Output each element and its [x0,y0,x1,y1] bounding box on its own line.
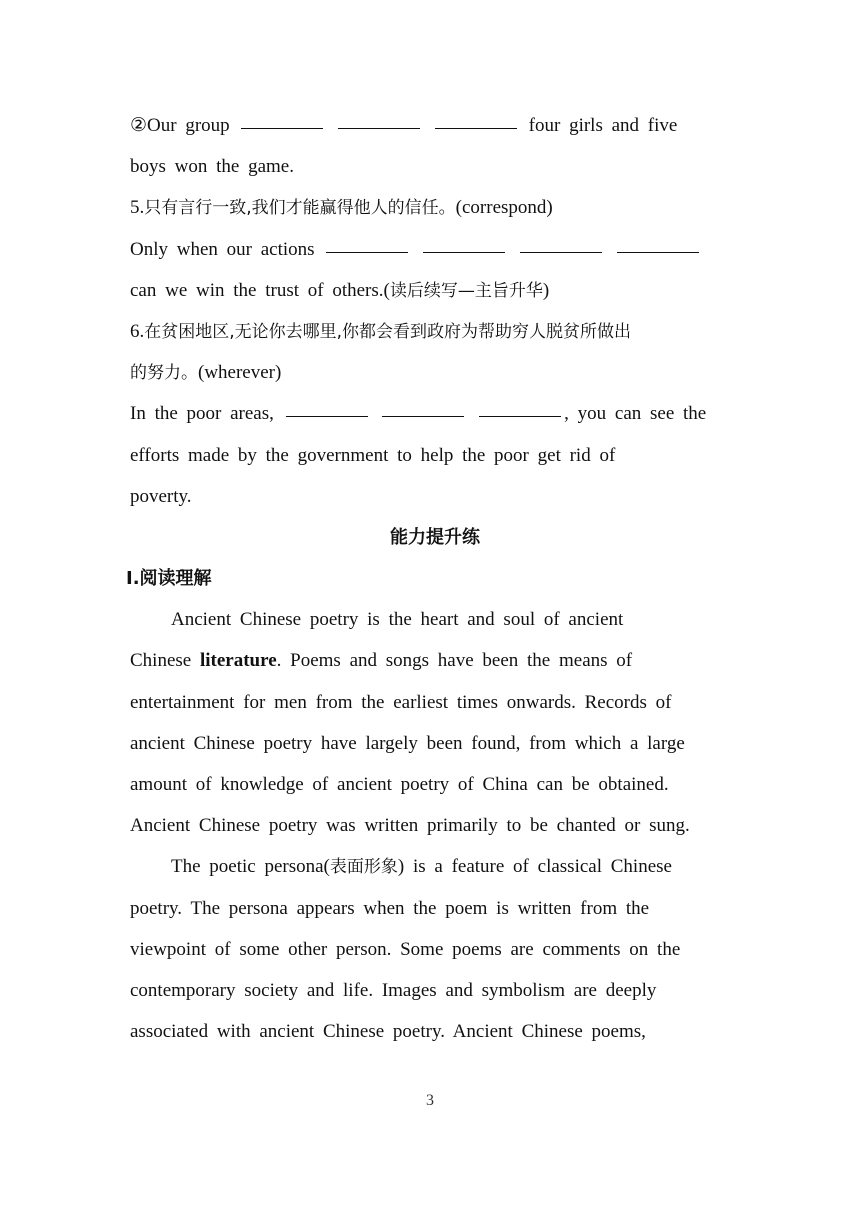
passage-line [130,846,740,887]
exercise-prompt [130,187,740,228]
document-page [126,105,740,1052]
section-heading: 能力提升练 [390,526,480,548]
exercise-line: poverty. [130,485,192,507]
passage-line: viewpoint of some other person. Some poems are comments on the [130,938,681,960]
text: The poetic persona( [171,856,330,878]
answer-blank[interactable] [617,230,699,253]
chinese-prompt: 在贫困地区,无论你去哪里,你都会看到政府为帮助穷人脱贫所做出 [144,321,632,342]
answer-blank[interactable] [338,106,420,129]
answer-blank[interactable] [286,394,368,417]
text: , you can see the [564,403,707,425]
answer-blank[interactable] [326,230,408,253]
passage-line: contemporary society and life. Images and symbolism are deeply [130,979,657,1001]
bold-keyword: literature [199,650,277,672]
text: In the poor areas, [130,403,274,425]
text: Chinese [130,650,192,672]
passage-line: ancient Chinese poetry have largely been found, from which a large [130,732,685,754]
passage-line [130,640,740,681]
passage-line: poetry. The persona appears when the poem is written from the [130,897,650,919]
chinese-gloss: 表面形象 [329,857,398,878]
exercise-line: boys won the game. [130,156,294,178]
answer-blank[interactable] [435,106,517,129]
chinese-prompt: 只有言行一致,我们才能赢得他人的信任。 [144,198,456,219]
text: ) is a feature of classical Chinese [397,856,672,878]
writing-tip: 读后续写—主旨升华 [389,280,543,301]
text: can we win the trust of others.( [130,279,390,301]
passage-line: Ancient Chinese poetry is the heart and soul of ancient [171,609,624,631]
exercise-line [130,270,740,311]
question-number: 5. [130,197,145,219]
exercise-line [130,393,740,434]
exercise-prompt [130,352,740,393]
answer-blank[interactable] [241,106,323,129]
question-number: 6. [130,320,145,342]
passage-line: entertainment for men from the earliest times onwards. Records of [130,691,672,713]
keyword-hint: (correspond) [455,197,553,219]
text: Only when our actions [130,238,315,260]
exercise-line [130,229,740,270]
exercise-prompt [130,311,740,352]
exercise-line [130,105,740,146]
passage-line: associated with ancient Chinese poetry. Ancient Chinese poems, [130,1021,646,1043]
text: ) [542,279,550,301]
section-title: Ⅰ.阅读理解 [126,568,212,590]
passage-line: amount of knowledge of ancient poetry of China can be obtained. [130,774,669,795]
text: ②Our group [130,115,230,136]
keyword-hint: (wherever) [198,362,282,384]
text: . Poems and songs have been the means of [276,650,633,672]
answer-blank[interactable] [423,230,505,253]
page-number: 3 [426,1092,434,1109]
answer-blank[interactable] [520,230,602,253]
exercise-line: efforts made by the government to help the poor get rid of [130,444,616,466]
passage-line: Ancient Chinese poetry was written primarily to be chanted or sung. [130,815,690,837]
answer-blank[interactable] [382,394,464,417]
text: four girls and five [528,115,678,136]
chinese-prompt: 的努力。 [130,363,198,384]
answer-blank[interactable] [479,394,561,417]
